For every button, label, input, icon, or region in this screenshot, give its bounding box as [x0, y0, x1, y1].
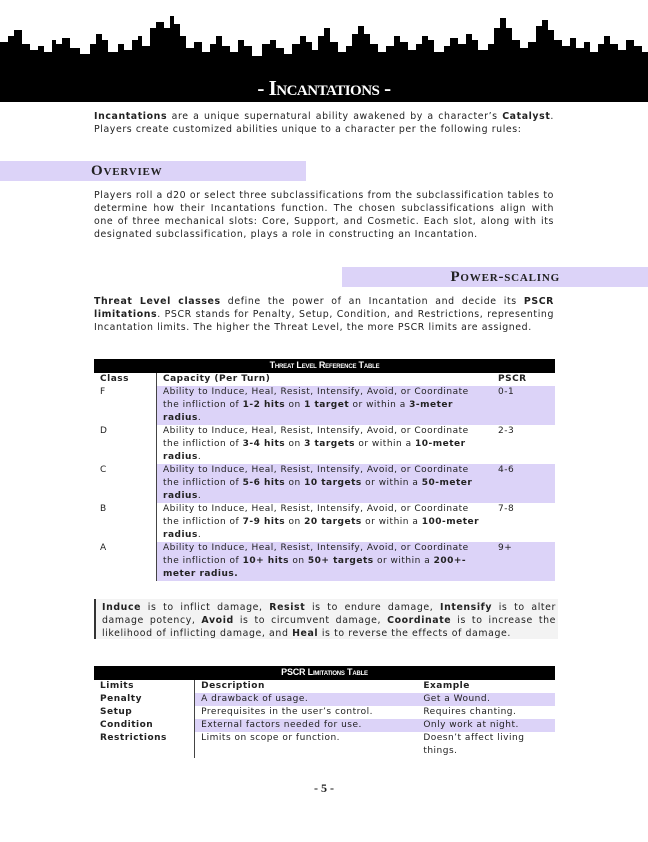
class-cell: B	[94, 503, 157, 542]
pscr-limitations-table	[94, 666, 555, 758]
description-cell: A drawback of usage.	[195, 693, 418, 706]
power-text-1: define the power of an Incantation and decide its	[220, 296, 524, 307]
threat-level-term: Threat Level classes	[94, 296, 221, 307]
pscr-table-title: PSCR Limitations Table	[94, 666, 555, 680]
table-row	[94, 503, 555, 542]
column-header: PSCR	[498, 374, 527, 384]
definitions-text: Induce is to inflict damage, Resist is to endure damage, Intensify is to alter damage potency, Avoid is to circumvent damage, Coordinate is to increase the likelihood of inflicting damage, and Heal is to reverse the effects of damage.	[102, 602, 557, 639]
limit-cell: Penalty	[94, 693, 195, 706]
capacity-cell: Ability to Induce, Heal, Resist, Intensify, Avoid, or Coordinate the infliction of 1-2 hits on 1 target or within a 3-meter radius.	[157, 386, 493, 425]
limit-cell: Condition	[94, 719, 195, 732]
capacity-cell: Ability to Induce, Heal, Resist, Intensify, Avoid, or Coordinate the infliction of 3-4 hits on 3 targets or within a 10-meter radius.	[163, 426, 469, 462]
description-cell: Limits on scope or function.	[201, 733, 341, 743]
column-header: Class	[94, 373, 157, 386]
limit-cell: Setup	[94, 706, 195, 719]
column-header: Example	[423, 681, 470, 691]
class-cell: A	[94, 542, 157, 581]
table-row	[94, 425, 555, 464]
intro-paragraph	[94, 110, 554, 136]
example-cell: Only work at night.	[417, 719, 555, 732]
pscr-cell: 4-6	[492, 464, 555, 503]
example-cell: Requires chanting.	[423, 707, 517, 717]
limit-cell: Restrictions	[94, 732, 195, 758]
intro-text-2: . Players create customized abilities unique to a character per the following rules:	[94, 111, 554, 135]
table-row	[94, 464, 555, 503]
description-cell: External factors needed for use.	[195, 719, 418, 732]
column-header: Capacity (Per Turn)	[163, 374, 271, 384]
power-text-2: . PSCR stands for Penalty, Setup, Condition, and Restrictions, representing Incantation limits. The higher the Threat Level, the more PSCR limits are assigned.	[94, 309, 554, 333]
overview-heading: Overview	[91, 163, 163, 179]
table-row	[94, 706, 555, 719]
capacity-cell: Ability to Induce, Heal, Resist, Intensify, Avoid, or Coordinate the infliction of 5-6 hits on 10 targets or within a 50-meter radius.	[157, 464, 493, 503]
page-title: - Incantations -	[257, 76, 391, 100]
table-row	[94, 732, 555, 758]
table-row	[94, 386, 555, 425]
power-scaling-heading: Power-scaling	[450, 269, 560, 285]
class-cell: F	[94, 386, 157, 425]
threat-table-title: Threat Level Reference Table	[94, 359, 555, 373]
pscr-term: PSCR limitations	[94, 296, 554, 320]
power-scaling-paragraph	[94, 295, 554, 334]
table-header-row	[94, 680, 555, 693]
intro-catalyst: Catalyst	[502, 111, 551, 122]
intro-text-1: are a unique supernatural ability awakened by a character’s	[167, 111, 503, 122]
overview-paragraph: Players roll a d20 or select three subclassifications from the subclassification tables to determine how their Incantations function. The chosen subclassifications align with one of three mechanical slots: Core, Support, and Cosmetic. Each slot, along with its designated subclassification, plays a role in constructing an Incantation.	[94, 190, 554, 240]
pscr-cell: 0-1	[492, 386, 555, 425]
capacity-cell: Ability to Induce, Heal, Resist, Intensify, Avoid, or Coordinate the infliction of 7-9 hits on 20 targets or within a 100-meter radius.	[163, 504, 480, 540]
page-number: - 5 -	[314, 781, 334, 795]
table-row	[94, 719, 555, 732]
pscr-cell: 9+	[492, 542, 555, 581]
threat-level-table	[94, 359, 555, 581]
column-header: Limits	[94, 680, 195, 693]
capacity-cell: Ability to Induce, Heal, Resist, Intensify, Avoid, or Coordinate the infliction of 10+ hits on 50+ targets or within a 200+-meter radius.	[157, 542, 493, 581]
column-header: Description	[201, 681, 265, 691]
description-cell: Prerequisites in the user’s control.	[201, 707, 374, 717]
table-row	[94, 542, 555, 581]
definitions-note	[94, 599, 558, 639]
table-header-row	[94, 373, 555, 386]
example-cell: Doesn’t affect living things.	[423, 733, 525, 756]
class-cell: C	[94, 464, 157, 503]
table-row	[94, 693, 555, 706]
example-cell: Get a Wound.	[417, 693, 555, 706]
intro-term: Incantations	[94, 111, 168, 122]
class-cell: D	[94, 425, 157, 464]
pscr-cell: 7-8	[498, 504, 515, 514]
pscr-cell: 2-3	[498, 426, 515, 436]
